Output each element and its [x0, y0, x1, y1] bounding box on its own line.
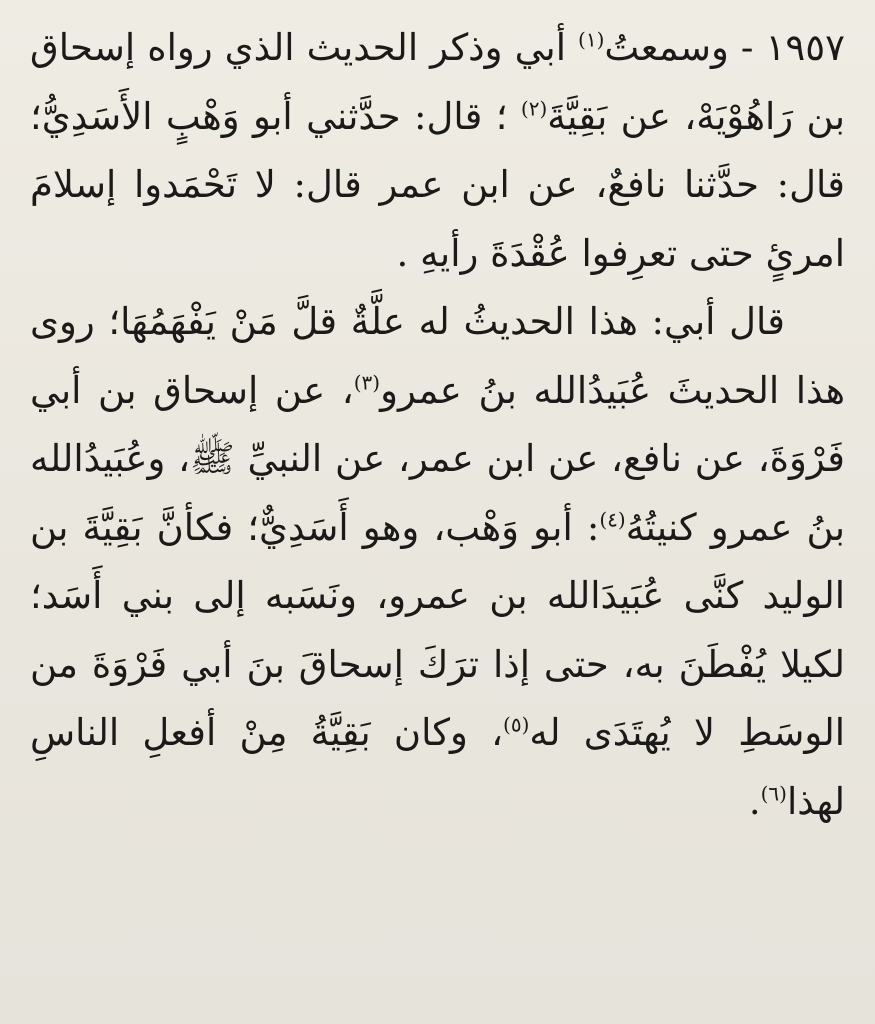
footnote-marker: (١) [578, 27, 605, 52]
commentary-text-part: ، وكان بَقِيَّةُ مِنْ أفعلِ الناسِ لهذا [30, 711, 845, 823]
commentary-text-part: ، عن إسحاق بن أبي فَرْوَةَ، عن نافع، عن ابن عمر، عن النبيِّ ﷺ، وعُبَيدُالله بنُ عمرو كنيتُهُ [30, 368, 845, 549]
footnote-marker: (٤) [599, 507, 626, 532]
commentary-text-part: : أبو وَهْب، وهو أَسَدِيٌّ؛ فكأنَّ بَقِيَّةَ بن الوليد كنَّى عُبَيدَالله بن عمرو، ونَسَبه إلى بني أَسَد؛ لكيلا يُفْطَنَ به، حتى إذا ترَكَ إسحاقَ بنَ أبي فَرْوَةَ من الوسَطِ لا يُهتَدَى له [30, 505, 846, 754]
footnote-marker: (٣) [353, 370, 381, 395]
entry-text-part: وسمعتُ [604, 26, 729, 69]
commentary-text-part: قال أبي: هذا الحديثُ له علَّةٌ قلَّ مَنْ يَفْهَمُهَا؛ روى هذا الحديثَ عُبَيدُالله بنُ عمرو [30, 300, 845, 412]
commentary-paragraph [30, 288, 845, 836]
footnote-marker: (٢) [520, 96, 548, 121]
footnote-marker: (٥) [503, 712, 530, 737]
entry-text-part: أبي وذكر الحديث الذي رواه إسحاق بن رَاهُوْيَهْ، عن بَقِيَّةَ [30, 26, 846, 138]
entry-number: ١٩٥٧ [765, 26, 845, 69]
entry-paragraph [30, 14, 845, 288]
entry-dash: - [740, 26, 754, 69]
commentary-text-part: . [748, 779, 761, 823]
footnote-marker: (٦) [760, 781, 787, 806]
entry-text-part: ؛ قال: حدَّثني أبو وَهْبٍ الأَسَدِيُّ؛ قال: حدَّثنا نافعٌ، عن ابن عمر قال: لا تَحْمَدوا إسلامَ امرئٍ حتى تعرِفوا عُقْدَةَ رأيهِ . [30, 94, 845, 275]
page-text [30, 14, 845, 836]
